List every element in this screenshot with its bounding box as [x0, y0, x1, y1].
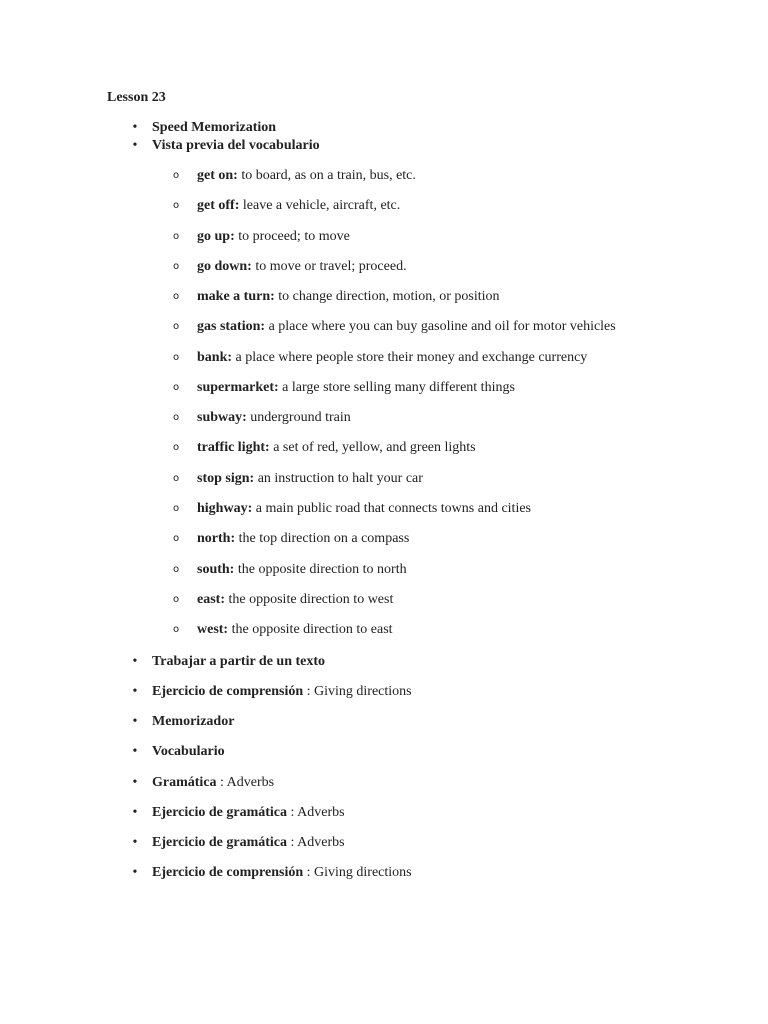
outline-item-label: Gramática: [152, 775, 217, 790]
bullet-dot-icon: •: [132, 714, 138, 729]
bullet-circle-icon: o: [172, 261, 180, 272]
vocabulary-term: traffic light:: [197, 440, 270, 455]
outline-item-label: Speed Memorization: [152, 120, 277, 135]
vocabulary-entry: [197, 439, 476, 457]
bullet-dot-icon: •: [132, 654, 138, 669]
outline-item-separator: :: [287, 805, 298, 820]
vocabulary-term: go down:: [197, 259, 252, 274]
vocabulary-entry: [197, 500, 531, 518]
bullet-dot-icon: •: [132, 120, 138, 135]
outline-item-label: Ejercicio de comprensión: [152, 684, 304, 699]
outline-entry: [152, 774, 274, 792]
vocabulary-definition: a place where people store their money and exchange currency: [235, 350, 588, 365]
bullet-dot-icon: •: [132, 744, 138, 759]
vocabulary-definition: to change direction, motion, or position: [278, 289, 500, 304]
outline-item-detail: Giving directions: [314, 865, 412, 880]
outline-entry: [152, 743, 225, 761]
outline-entry: [152, 713, 234, 731]
outline-item-label: Vista previa del vocabulario: [152, 138, 320, 153]
vocabulary-term: gas station:: [197, 319, 266, 334]
vocabulary-term: south:: [197, 562, 235, 577]
vocabulary-entry: [197, 379, 515, 397]
vocabulary-entry: [197, 470, 423, 488]
bullet-circle-icon: o: [172, 352, 180, 363]
outline-item-detail: Adverbs: [297, 835, 345, 850]
bullet-circle-icon: o: [172, 442, 180, 453]
vocabulary-entry: [197, 167, 416, 185]
vocabulary-term: make a turn:: [197, 289, 275, 304]
bullet-circle-icon: o: [172, 564, 180, 575]
vocabulary-definition: underground train: [250, 410, 351, 425]
vocabulary-term: east:: [197, 592, 225, 607]
vocabulary-entry: [197, 409, 351, 427]
outline-item-detail: Giving directions: [314, 684, 412, 699]
outline-item-detail: Adverbs: [297, 805, 345, 820]
outline-item-label: Vocabulario: [152, 744, 225, 759]
vocabulary-term: stop sign:: [197, 471, 255, 486]
bullet-circle-icon: o: [172, 473, 180, 484]
bullet-circle-icon: o: [172, 321, 180, 332]
vocabulary-definition: leave a vehicle, aircraft, etc.: [242, 198, 401, 213]
outline-item-label: Memorizador: [152, 714, 235, 729]
outline-item-separator: :: [303, 865, 315, 880]
vocabulary-definition: to board, as on a train, bus, etc.: [241, 168, 416, 183]
outline-item-label: Ejercicio de gramática: [152, 835, 288, 850]
vocabulary-term: north:: [197, 531, 236, 546]
vocabulary-definition: the opposite direction to north: [237, 562, 407, 577]
vocabulary-term: bank:: [197, 350, 233, 365]
vocabulary-definition: an instruction to halt your car: [257, 471, 423, 486]
outline-entry: [152, 804, 345, 822]
vocabulary-definition: a place where you can buy gasoline and oil for motor vehicles: [268, 319, 616, 334]
vocabulary-term: west:: [197, 622, 229, 637]
bullet-circle-icon: o: [172, 624, 180, 635]
vocabulary-entry: [197, 197, 400, 215]
vocabulary-definition: to move or travel; proceed.: [255, 259, 407, 274]
bullet-circle-icon: o: [172, 533, 180, 544]
vocabulary-entry: [197, 318, 616, 336]
outline-item-separator: :: [287, 835, 298, 850]
vocabulary-term: highway:: [197, 501, 253, 516]
vocabulary-term: get on:: [197, 168, 238, 183]
vocabulary-term: supermarket:: [197, 380, 279, 395]
lesson-title: Lesson 23: [107, 90, 166, 105]
bullet-circle-icon: o: [172, 412, 180, 423]
outline-item-label: Trabajar a partir de un texto: [152, 654, 326, 669]
bullet-circle-icon: o: [172, 231, 180, 242]
bullet-dot-icon: •: [132, 138, 138, 153]
bullet-dot-icon: •: [132, 684, 138, 699]
vocabulary-definition: to proceed; to move: [238, 229, 350, 244]
outline-item-separator: :: [216, 775, 227, 790]
outline-entry: [152, 653, 325, 671]
vocabulary-entry: [197, 561, 407, 579]
vocabulary-term: get off:: [197, 198, 240, 213]
vocabulary-entry: [197, 591, 393, 609]
bullet-circle-icon: o: [172, 382, 180, 393]
vocabulary-entry: [197, 228, 350, 246]
bullet-dot-icon: •: [132, 805, 138, 820]
vocabulary-definition: a large store selling many different things: [282, 380, 515, 395]
vocabulary-entry: [197, 349, 587, 367]
outline-item-label: Ejercicio de gramática: [152, 805, 288, 820]
vocabulary-definition: a set of red, yellow, and green lights: [273, 440, 476, 455]
outline-item-separator: :: [303, 684, 315, 699]
vocabulary-definition: the top direction on a compass: [238, 531, 410, 546]
vocabulary-entry: [197, 258, 407, 276]
vocabulary-term: go up:: [197, 229, 235, 244]
bullet-dot-icon: •: [132, 775, 138, 790]
outline-item-detail: Adverbs: [226, 775, 275, 790]
bullet-circle-icon: o: [172, 594, 180, 605]
vocabulary-definition: the opposite direction to west: [228, 592, 394, 607]
outline-entry: [152, 864, 412, 882]
vocabulary-entry: [197, 288, 500, 306]
bullet-circle-icon: o: [172, 503, 180, 514]
vocabulary-definition: a main public road that connects towns and cities: [255, 501, 531, 516]
bullet-circle-icon: o: [172, 291, 180, 302]
vocabulary-definition: the opposite direction to east: [231, 622, 393, 637]
outline-item-label: Ejercicio de comprensión: [152, 865, 304, 880]
outline-entry: [152, 834, 345, 852]
bullet-dot-icon: •: [132, 865, 138, 880]
vocabulary-term: subway:: [197, 410, 247, 425]
bullet-circle-icon: o: [172, 200, 180, 211]
vocabulary-entry: [197, 621, 393, 639]
bullet-dot-icon: •: [132, 835, 138, 850]
outline-entry: [152, 683, 412, 701]
vocabulary-entry: [197, 530, 409, 548]
bullet-circle-icon: o: [172, 170, 180, 181]
